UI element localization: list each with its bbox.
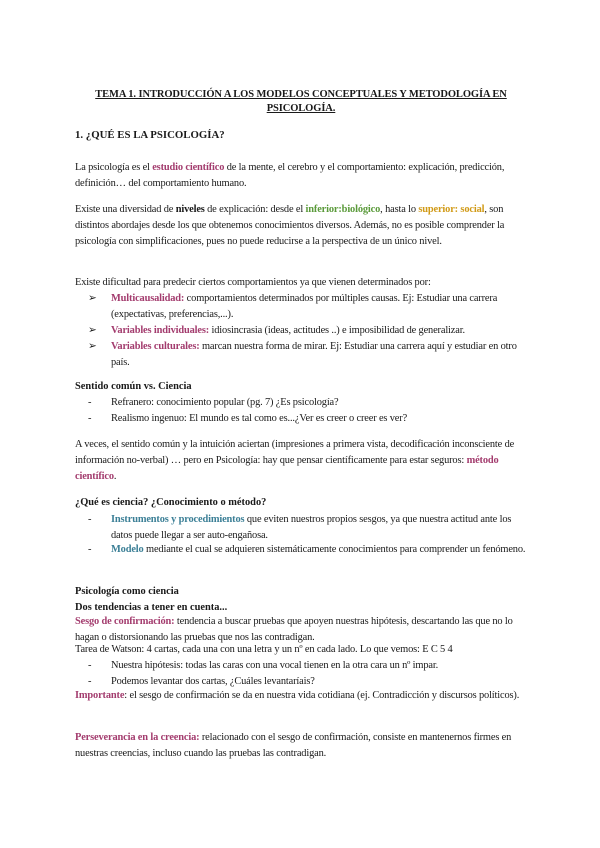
highlight-term: Variables culturales: xyxy=(111,341,200,352)
text: que eviten nuestros propios sesgos, ya que nuestra actitud ante los datos puede llegar a ser auto-engañosa. xyxy=(111,514,512,541)
bold-term: niveles xyxy=(175,204,205,215)
list-item: Podemos levantar dos cartas, ¿Cuáles levantaríais? xyxy=(111,676,315,687)
paragraph-perseverancia xyxy=(75,730,527,762)
highlight-term: Modelo xyxy=(111,544,144,555)
highlight-term: superior: social xyxy=(418,204,485,215)
bullet-marker: ➢ xyxy=(88,293,97,304)
list-item xyxy=(111,339,527,371)
text: marcan nuestra forma de mirar. Ej: Estudiar una carrera aquí y estudiar en otro país. xyxy=(111,341,517,368)
list-item: Nuestra hipótesis: todas las caras con una vocal tienen en la otra cara un nº impar. xyxy=(111,660,439,671)
paragraph-intuition xyxy=(75,437,527,485)
bullet-marker: ➢ xyxy=(88,325,97,336)
paragraph-difficulty: Existe dificultad para predecir ciertos comportamientos ya que vienen determinados por: xyxy=(75,277,431,288)
text: relacionado con el sesgo de confirmación, consiste en mantenernos firmes en nuestras creencias, incluso cuando las pruebas las contradigan. xyxy=(75,732,512,759)
dash-marker: - xyxy=(88,514,92,525)
subheading-ciencia: ¿Qué es ciencia? ¿Conocimiento o método? xyxy=(75,497,267,508)
text: La psicología es el xyxy=(75,162,153,173)
highlight-term: Multicausalidad: xyxy=(111,293,185,304)
subheading-tendencias: Dos tendencias a tener en cuenta... xyxy=(75,602,228,613)
dash-marker: - xyxy=(88,397,92,408)
list-item xyxy=(111,323,527,339)
list-item xyxy=(111,512,527,544)
paragraph-importante xyxy=(75,688,527,704)
text: Existe una diversidad de xyxy=(75,204,176,215)
paragraph-levels xyxy=(75,202,527,250)
text: de explicación: desde el xyxy=(204,204,306,215)
text: , son distintos abordajes desde los que obtenemos conocimientos diversos. Además, no es posible comprender la psicología con simplificaciones, pues no puede reducirse a la perspectiva de un único nivel. xyxy=(75,204,505,247)
paragraph-definition xyxy=(75,160,527,192)
highlight-term: Instrumentos y procedimientos xyxy=(111,514,245,525)
highlight-term: Perseverancia en la creencia: xyxy=(75,732,200,743)
text: comportamientos determinados por múltiples causas. Ej: Estudiar una carrera (expectativas, preferencias,...). xyxy=(111,293,498,320)
dash-marker: - xyxy=(88,676,92,687)
text: A veces, el sentido común y la intuición aciertan (impresiones a primera vista, decodificación inconsciente de información no-verbal) … pero en Psicología: hay que pensar científicamente para estar seguros: xyxy=(75,439,515,466)
list-item xyxy=(111,291,527,323)
list-item: Refranero: conocimiento popular (pg. 7) ¿Es psicología? xyxy=(111,397,339,408)
highlight-term: Sesgo de confirmación: xyxy=(75,616,175,627)
dash-marker: - xyxy=(88,544,92,555)
text: mediante el cual se adquieren sistemáticamente conocimientos para comprender un fenómeno. xyxy=(143,544,526,555)
list-item xyxy=(111,542,527,558)
list-item: Realismo ingenuo: El mundo es tal como es...¿Ver es creer o creer es ver? xyxy=(111,413,408,424)
subheading-sentido-comun: Sentido común vs. Ciencia xyxy=(75,381,192,392)
text: tendencia a buscar pruebas que apoyen nuestras hipótesis, descartando las que no lo hagan o distorsionando las pruebas que nos las contradigan. xyxy=(75,616,513,643)
dash-marker: - xyxy=(88,660,92,671)
text: , hasta lo xyxy=(380,204,419,215)
paragraph-wason: Tarea de Watson: 4 cartas, cada una con una letra y un nº en cada lado. Lo que vemos: E C 5 4 xyxy=(75,644,453,655)
dash-marker: - xyxy=(88,413,92,424)
highlight-term: Variables individuales: xyxy=(111,325,210,336)
highlight-term: inferior:biológico xyxy=(305,204,381,215)
text: : el sesgo de confirmación se da en nuestra vida cotidiana (ej. Contradicción y discursos políticos). xyxy=(124,690,520,701)
subheading-psicologia-ciencia: Psicología como ciencia xyxy=(75,586,179,597)
text: de la mente, el cerebro y el comportamiento: explicación, predicción, definición… del comportamiento humano. xyxy=(75,162,505,189)
text: idiosincrasia (ideas, actitudes ..) e imposibilidad de generalizar. xyxy=(209,325,465,336)
highlight-term: estudio científico xyxy=(152,162,225,173)
bullet-marker: ➢ xyxy=(88,341,97,352)
text: . xyxy=(113,471,117,482)
section-heading: 1. ¿QUÉ ES LA PSICOLOGÍA? xyxy=(75,129,225,141)
highlight-term: Importante xyxy=(75,690,125,701)
document-title: TEMA 1. INTRODUCCIÓN A LOS MODELOS CONCEPTUALES Y METODOLOGÍA EN PSICOLOGÍA. xyxy=(95,89,507,114)
highlight-term: método científico xyxy=(75,455,499,482)
